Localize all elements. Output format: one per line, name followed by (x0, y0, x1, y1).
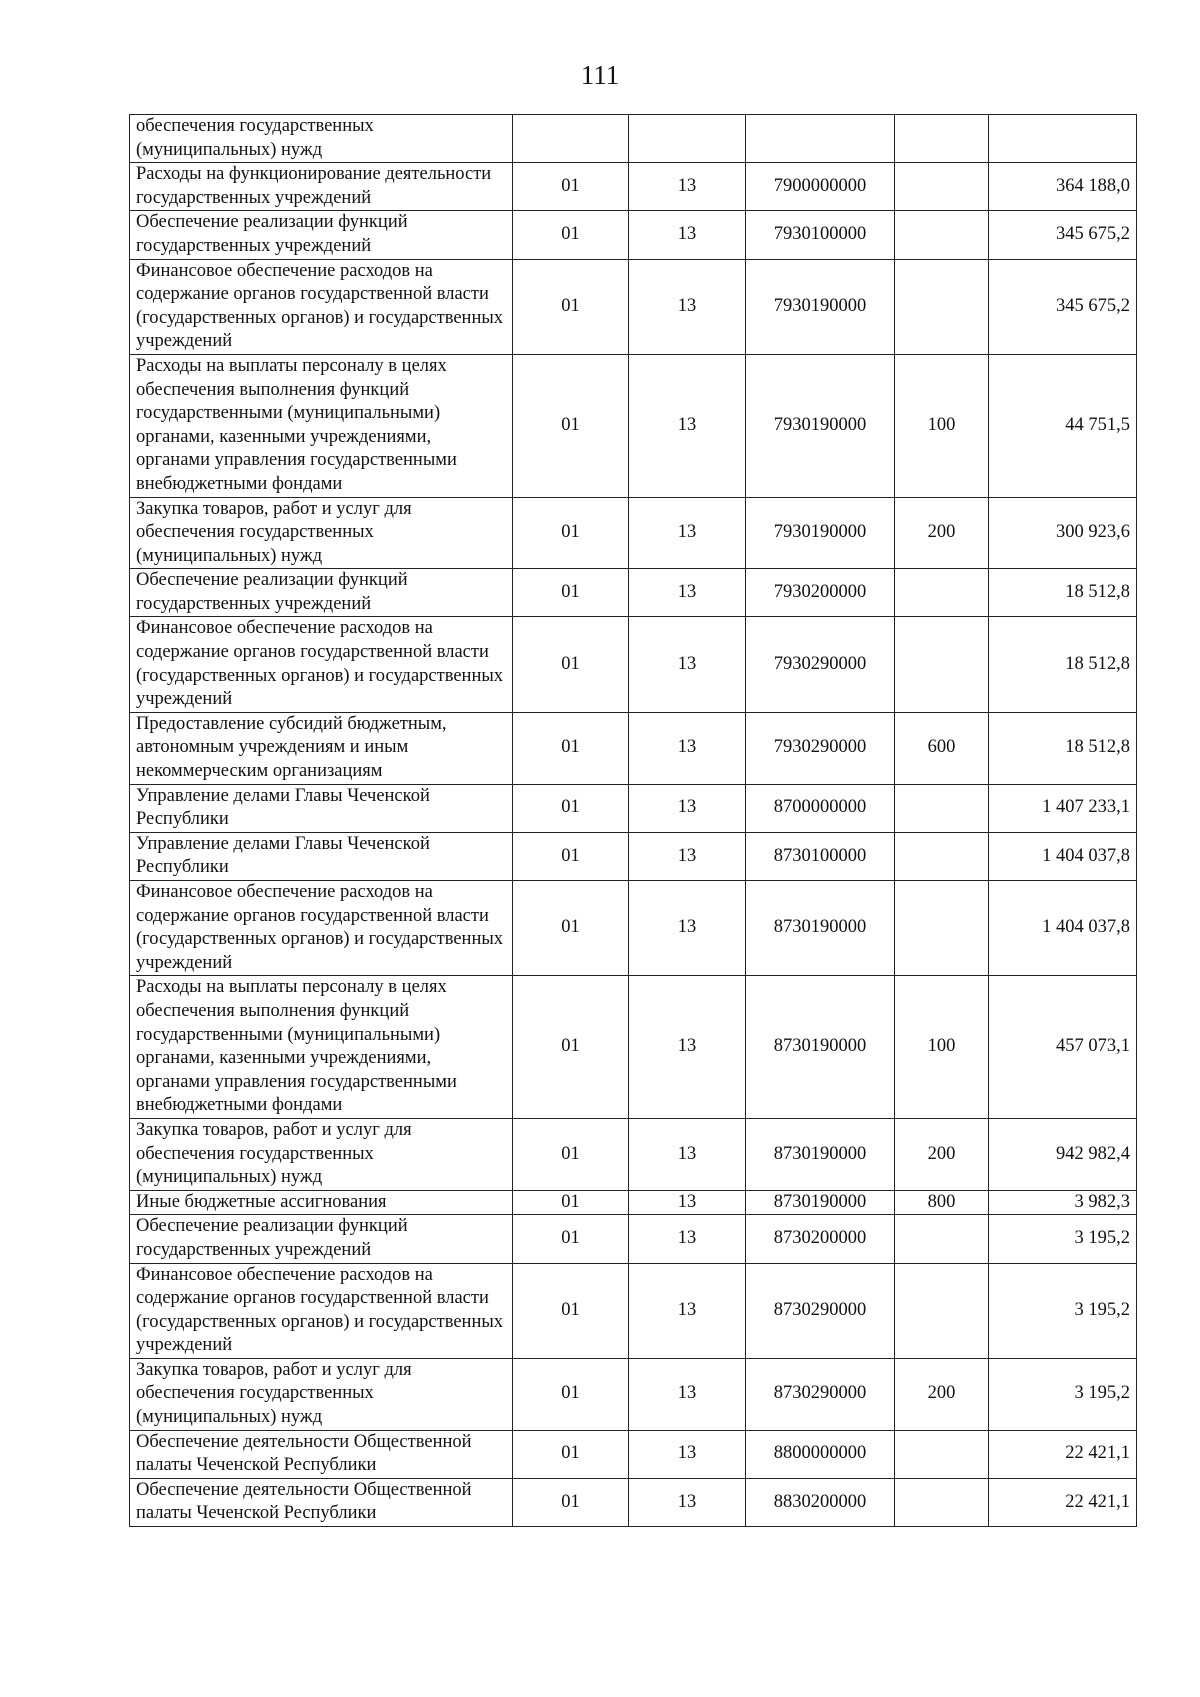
page-number: 111 (580, 60, 620, 90)
row-sum: 1 407 233,1 (989, 784, 1137, 832)
row-rz: 01 (513, 569, 629, 617)
row-sum: 345 675,2 (989, 211, 1137, 259)
table-row (130, 1430, 1137, 1478)
row-vr: 600 (895, 712, 989, 784)
row-rz: 01 (513, 832, 629, 880)
table-row (130, 211, 1137, 259)
table-row (130, 1358, 1137, 1430)
row-vr (895, 163, 989, 211)
row-pr: 13 (629, 832, 746, 880)
row-pr: 13 (629, 881, 746, 976)
row-rz: 01 (513, 163, 629, 211)
row-csr: 8730190000 (746, 1190, 895, 1215)
row-csr: 7930290000 (746, 617, 895, 712)
row-vr (895, 832, 989, 880)
row-rz: 01 (513, 211, 629, 259)
row-rz: 01 (513, 712, 629, 784)
row-pr: 13 (629, 617, 746, 712)
row-vr: 100 (895, 354, 989, 497)
row-sum: 44 751,5 (989, 354, 1137, 497)
row-name: Финансовое обеспечение расходов на содержание органов государственной власти (государственных органов) и государственных учреждений (130, 617, 513, 712)
row-vr: 200 (895, 497, 989, 569)
row-name: Обеспечение реализации функций государственных учреждений (130, 569, 513, 617)
row-pr: 13 (629, 163, 746, 211)
row-rz: 01 (513, 1215, 629, 1263)
row-vr: 800 (895, 1190, 989, 1215)
row-rz: 01 (513, 881, 629, 976)
row-sum: 18 512,8 (989, 712, 1137, 784)
row-rz: 01 (513, 354, 629, 497)
table-row (130, 569, 1137, 617)
table-row (130, 354, 1137, 497)
row-vr (895, 784, 989, 832)
row-name: обеспечения государственных (муниципальных) нужд (130, 115, 513, 163)
row-vr: 200 (895, 1118, 989, 1190)
table-row (130, 617, 1137, 712)
row-name: Обеспечение деятельности Общественной палаты Чеченской Республики (130, 1478, 513, 1526)
row-sum (989, 115, 1137, 163)
row-pr: 13 (629, 1215, 746, 1263)
row-vr: 100 (895, 976, 989, 1119)
row-name: Обеспечение деятельности Общественной палаты Чеченской Республики (130, 1430, 513, 1478)
table-row (130, 115, 1137, 163)
row-csr: 8830200000 (746, 1478, 895, 1526)
row-sum: 345 675,2 (989, 259, 1137, 354)
row-vr (895, 1478, 989, 1526)
table-row (130, 1215, 1137, 1263)
row-pr: 13 (629, 354, 746, 497)
row-vr: 200 (895, 1358, 989, 1430)
table-row (130, 1190, 1137, 1215)
table-row (130, 163, 1137, 211)
table-row (130, 259, 1137, 354)
row-csr: 7930200000 (746, 569, 895, 617)
row-pr: 13 (629, 1190, 746, 1215)
row-sum: 18 512,8 (989, 617, 1137, 712)
row-name: Управление делами Главы Чеченской Республики (130, 832, 513, 880)
row-rz: 01 (513, 1358, 629, 1430)
row-sum: 3 982,3 (989, 1190, 1137, 1215)
table-row (130, 712, 1137, 784)
row-pr: 13 (629, 712, 746, 784)
row-csr: 7930190000 (746, 354, 895, 497)
row-vr (895, 1430, 989, 1478)
row-name: Закупка товаров, работ и услуг для обеспечения государственных (муниципальных) нужд (130, 1358, 513, 1430)
row-vr (895, 259, 989, 354)
table-row (130, 976, 1137, 1119)
row-pr: 13 (629, 1263, 746, 1358)
row-csr: 8730100000 (746, 832, 895, 880)
table-row (130, 1118, 1137, 1190)
row-name: Закупка товаров, работ и услуг для обеспечения государственных (муниципальных) нужд (130, 497, 513, 569)
row-rz: 01 (513, 1118, 629, 1190)
table-row (130, 784, 1137, 832)
budget-table (129, 114, 1137, 1527)
row-csr: 8730190000 (746, 881, 895, 976)
row-rz: 01 (513, 1430, 629, 1478)
row-pr: 13 (629, 569, 746, 617)
row-pr: 13 (629, 1358, 746, 1430)
row-name: Расходы на выплаты персоналу в целях обеспечения выполнения функций государственными (муниципальными) органами, казенными учреждениями, органами управления государственными внебюджетными фондами (130, 354, 513, 497)
budget-table-body (130, 115, 1137, 1527)
row-sum: 457 073,1 (989, 976, 1137, 1119)
row-csr: 7930100000 (746, 211, 895, 259)
row-csr: 8730200000 (746, 1215, 895, 1263)
row-rz: 01 (513, 1190, 629, 1215)
row-csr: 8730190000 (746, 1118, 895, 1190)
row-csr: 7930190000 (746, 497, 895, 569)
row-rz: 01 (513, 259, 629, 354)
row-rz: 01 (513, 1478, 629, 1526)
row-csr: 8800000000 (746, 1430, 895, 1478)
row-sum: 3 195,2 (989, 1263, 1137, 1358)
row-pr (629, 115, 746, 163)
table-row (130, 881, 1137, 976)
row-sum: 22 421,1 (989, 1430, 1137, 1478)
row-sum: 3 195,2 (989, 1358, 1137, 1430)
row-rz: 01 (513, 617, 629, 712)
row-csr: 7900000000 (746, 163, 895, 211)
row-name: Закупка товаров, работ и услуг для обеспечения государственных (муниципальных) нужд (130, 1118, 513, 1190)
row-sum: 942 982,4 (989, 1118, 1137, 1190)
row-sum: 1 404 037,8 (989, 881, 1137, 976)
row-vr (895, 881, 989, 976)
row-pr: 13 (629, 976, 746, 1119)
table-row (130, 1263, 1137, 1358)
row-csr: 8730290000 (746, 1263, 895, 1358)
row-pr: 13 (629, 784, 746, 832)
row-csr (746, 115, 895, 163)
row-vr (895, 1263, 989, 1358)
row-vr (895, 617, 989, 712)
row-csr: 8730290000 (746, 1358, 895, 1430)
row-rz: 01 (513, 976, 629, 1119)
row-sum: 364 188,0 (989, 163, 1137, 211)
row-name: Обеспечение реализации функций государственных учреждений (130, 1215, 513, 1263)
row-csr: 7930290000 (746, 712, 895, 784)
row-name: Финансовое обеспечение расходов на содержание органов государственной власти (государственных органов) и государственных учреждений (130, 1263, 513, 1358)
row-name: Управление делами Главы Чеченской Республики (130, 784, 513, 832)
row-rz: 01 (513, 784, 629, 832)
table-row (130, 832, 1137, 880)
row-vr (895, 211, 989, 259)
row-csr: 8700000000 (746, 784, 895, 832)
row-vr (895, 115, 989, 163)
row-sum: 300 923,6 (989, 497, 1137, 569)
row-csr: 8730190000 (746, 976, 895, 1119)
row-name: Расходы на выплаты персоналу в целях обеспечения выполнения функций государственными (муниципальными) органами, казенными учреждениями, органами управления государственными внебюджетными фондами (130, 976, 513, 1119)
row-sum: 1 404 037,8 (989, 832, 1137, 880)
row-pr: 13 (629, 1478, 746, 1526)
row-rz: 01 (513, 497, 629, 569)
row-sum: 3 195,2 (989, 1215, 1137, 1263)
table-row (130, 497, 1137, 569)
row-vr (895, 1215, 989, 1263)
row-pr: 13 (629, 1118, 746, 1190)
row-name: Финансовое обеспечение расходов на содержание органов государственной власти (государственных органов) и государственных учреждений (130, 259, 513, 354)
row-sum: 22 421,1 (989, 1478, 1137, 1526)
row-name: Иные бюджетные ассигнования (130, 1190, 513, 1215)
row-pr: 13 (629, 1430, 746, 1478)
row-pr: 13 (629, 497, 746, 569)
row-name: Расходы на функционирование деятельности государственных учреждений (130, 163, 513, 211)
row-pr: 13 (629, 211, 746, 259)
row-name: Финансовое обеспечение расходов на содержание органов государственной власти (государственных органов) и государственных учреждений (130, 881, 513, 976)
row-sum: 18 512,8 (989, 569, 1137, 617)
row-name: Предоставление субсидий бюджетным, автономным учреждениям и иным некоммерческим организациям (130, 712, 513, 784)
row-rz (513, 115, 629, 163)
row-vr (895, 569, 989, 617)
table-row (130, 1478, 1137, 1526)
row-name: Обеспечение реализации функций государственных учреждений (130, 211, 513, 259)
row-pr: 13 (629, 259, 746, 354)
row-rz: 01 (513, 1263, 629, 1358)
row-csr: 7930190000 (746, 259, 895, 354)
